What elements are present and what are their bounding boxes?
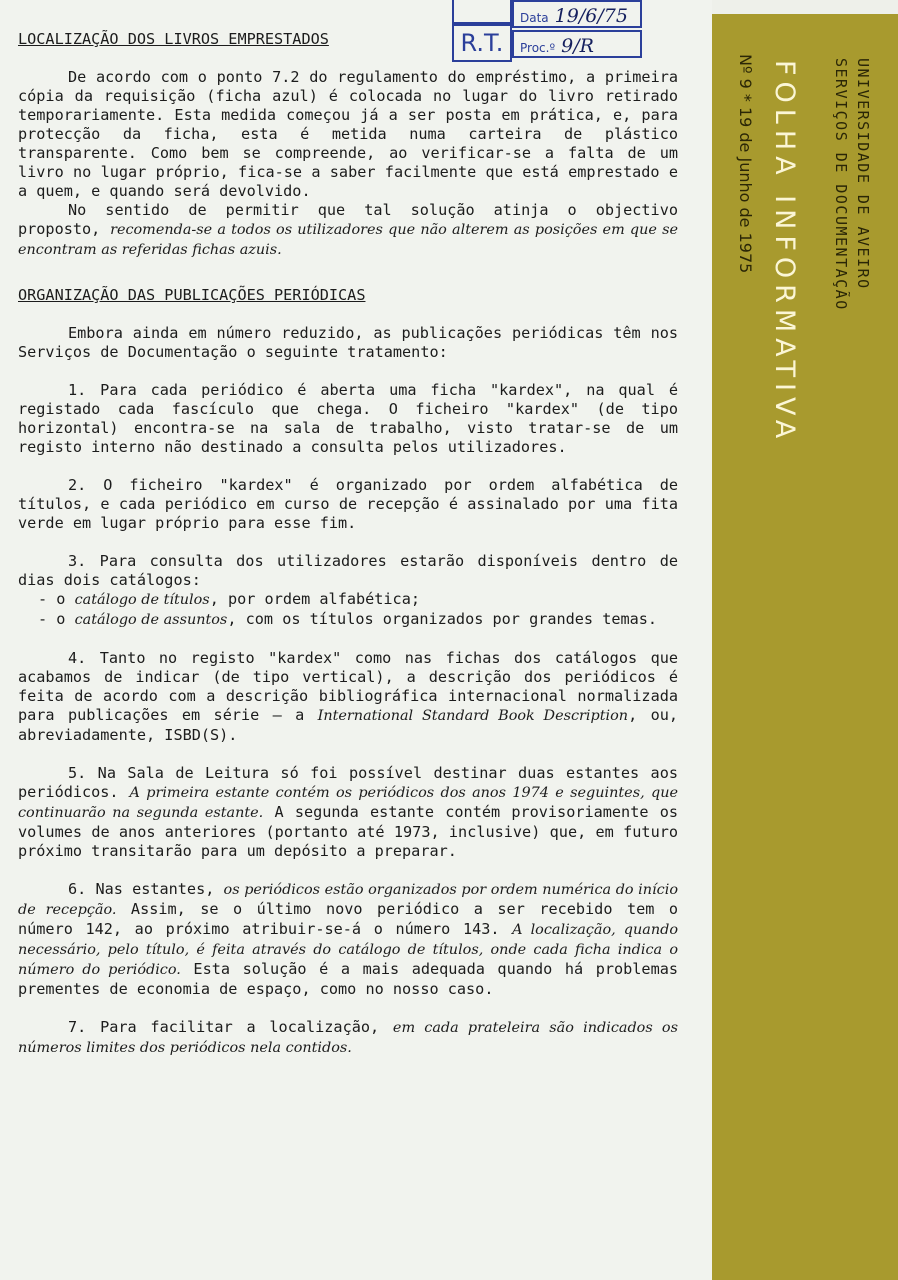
item-1: 1. Para cada periódico é aberta uma ficha "kardex", na qual é registado cada fascículo que chega. O ficheiro "kardex" (de tipo horizontal) encontra-se na sala de trabalho, visto tratar-se de um registo interno não destinado a consulta pelos utilizadores. bbox=[18, 381, 678, 456]
stamp-top-box bbox=[452, 0, 512, 24]
emphasis-run: recomenda-se a todos os utilizadores que não alterem as posições em que se encontram as referidas fichas azuis. bbox=[18, 222, 679, 258]
emphasis-run: em cada prateleira são indicados os números limites dos periódicos nela contidos. bbox=[18, 1020, 678, 1056]
text-run: No sentido de permitir que tal solução atinja o objectivo proposto, bbox=[18, 201, 678, 238]
emphasis-run: International Standard Book Description bbox=[317, 708, 629, 724]
catalog-list bbox=[18, 590, 678, 630]
item-4 bbox=[18, 649, 678, 745]
section-title-periodicals: ORGANIZAÇÃO DAS PUBLICAÇÕES PERIÓDICAS bbox=[18, 286, 366, 304]
issue-date: Nº 9 * 19 de Junho de 1975 bbox=[736, 54, 755, 274]
emphasis-run: catálogo de títulos bbox=[74, 592, 210, 608]
text-run: A segunda estante contém provisoriamente os volumes de anos anteriores (portanto até 1973, inclusive) que, em futuro próximo transitarão para um depósito a preparar. bbox=[18, 803, 678, 860]
text-run: 5. Na Sala de Leitura só foi possível destinar duas estantes aos periódicos. bbox=[18, 764, 678, 801]
text-run: 6. Nas estantes, bbox=[68, 880, 224, 898]
emphasis-run: A localização, quando necessário, pelo título, é feita através do catálogo de títulos, onde cada ficha indica o número do periódico. bbox=[18, 922, 678, 978]
item-5 bbox=[18, 764, 678, 861]
item-6 bbox=[18, 880, 678, 999]
emphasis-run: os periódicos estão organizados por ordem numérica do início de recepção. bbox=[18, 882, 678, 918]
bulletin-title: FOLHA INFORMATIVA bbox=[769, 60, 800, 445]
document-body bbox=[18, 30, 678, 1058]
list-item bbox=[38, 610, 678, 630]
paragraph-intro: Embora ainda em número reduzido, as publicações periódicas têm nos Serviços de Documentação o seguinte tratamento: bbox=[18, 324, 678, 361]
emphasis-run: catálogo de assuntos bbox=[74, 612, 228, 628]
emphasis-run: A primeira estante contém os periódicos dos anos 1974 e seguintes, que continuarão na segunda estante. bbox=[18, 785, 678, 821]
stamp-date-box bbox=[512, 0, 642, 28]
item-3: 3. Para consulta dos utilizadores estarão disponíveis dentro de dias dois catálogos: bbox=[18, 552, 678, 589]
list-item bbox=[38, 590, 678, 610]
section-title-loans: LOCALIZAÇÃO DOS LIVROS EMPRESTADOS bbox=[18, 30, 329, 48]
text-run: 7. Para facilitar a localização, bbox=[68, 1018, 393, 1036]
item-2: 2. O ficheiro "kardex" é organizado por ordem alfabética de títulos, e cada periódico em curso de recepção é assinalado por uma fita verde em lugar próprio para esse fim. bbox=[18, 476, 678, 532]
paragraph-loans-1: De acordo com o ponto 7.2 do regulamento do empréstimo, a primeira cópia da requisição (ficha azul) é colocada no lugar do livro retirado temporariamente. Esta medida começou já a ser posta em prática, e, para protecção da ficha, esta é metida numa carteira de plástico transparente. Como bem se compreende, ao verificar-se a falta de um livro no lugar próprio, fica-se a saber facilmente que está emprestado e a quem, e quando será devolvido. bbox=[18, 68, 678, 200]
text-run: - o bbox=[38, 610, 75, 628]
text-run: , com os títulos organizados por grandes temas. bbox=[227, 610, 658, 628]
paragraph-loans-2 bbox=[18, 201, 678, 260]
stamp-proc-value: 9/R bbox=[561, 35, 594, 57]
text-run: 4. Tanto no registo "kardex" como nas fichas dos catálogos que acabamos de indicar (de tipo vertical), a descrição dos periódicos é feita de acordo com a descrição bibliográfica internacional normalizada para publicações em série — a bbox=[18, 649, 678, 724]
service-name: SERVIÇOS DE DOCUMENTAÇÃO bbox=[832, 58, 850, 311]
stamp-proc-label: Proc.º bbox=[520, 41, 556, 55]
text-run: , por ordem alfabética; bbox=[209, 590, 420, 608]
university-name: UNIVERSIDADE DE AVEIRO bbox=[854, 58, 872, 290]
text-run: Esta solução é a mais adequada quando há problemas prementes de economia de espaço, como no nosso caso. bbox=[18, 960, 679, 998]
stamp-date-label: Data bbox=[520, 11, 549, 25]
text-run: - o bbox=[38, 590, 75, 608]
item-7 bbox=[18, 1018, 678, 1058]
text-run: , ou, abreviadamente, ISBD(S). bbox=[18, 706, 679, 744]
stamp-date-value: 19/6/75 bbox=[554, 5, 628, 27]
text-run: Assim, se o último novo periódico a ser recebido tem o número 142, ao próximo atribuir-se-á o número 143. bbox=[18, 900, 678, 938]
stamp-rt: R.T. bbox=[452, 24, 512, 62]
